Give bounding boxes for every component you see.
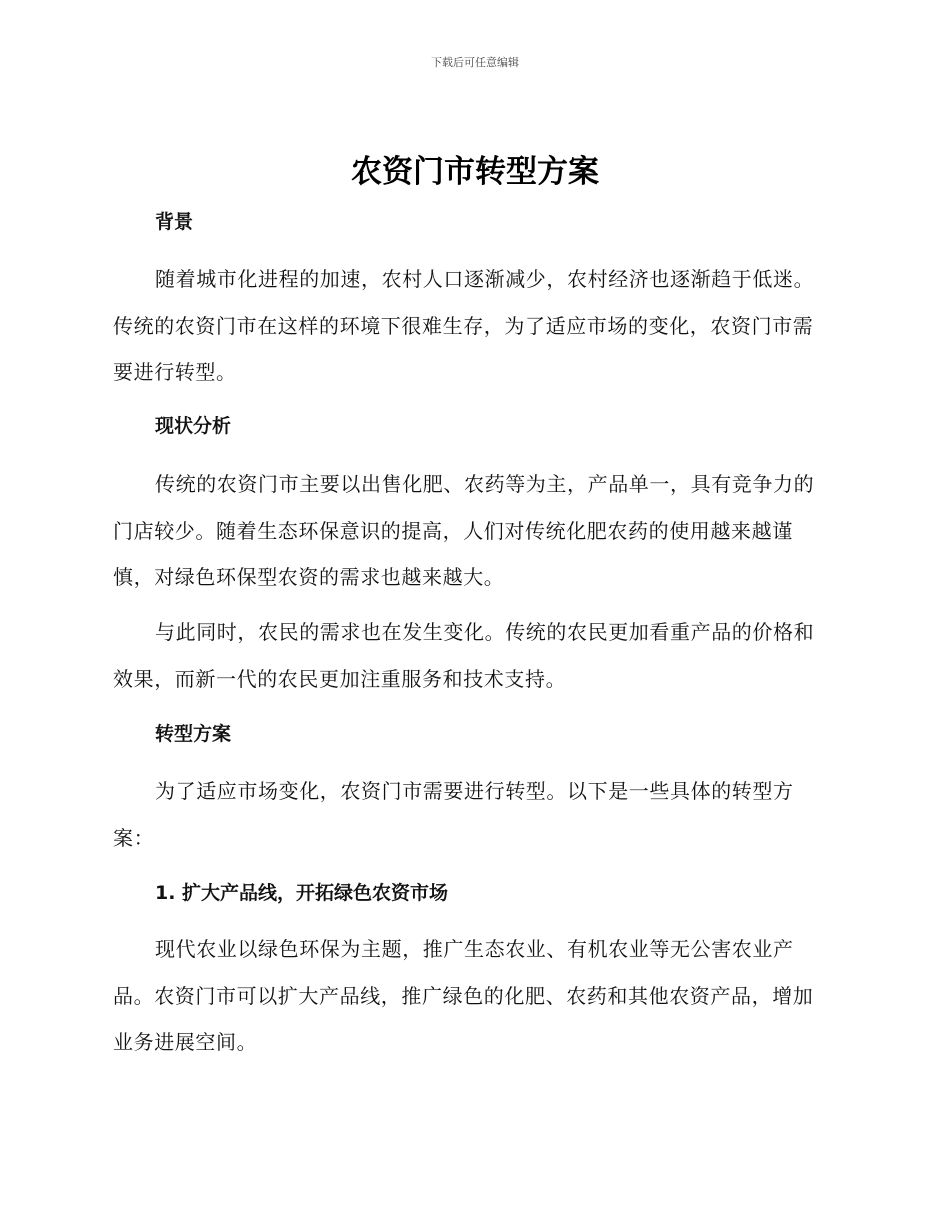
page-header-note: 下载后可任意编辑	[431, 56, 519, 69]
paragraph-status-2: 与此同时，农民的需求也在发生变化。传统的农民更加看重产品的价格和效果，而新一代的农民更加注重服务和技术支持。	[113, 620, 815, 691]
document-title: 农资门市转型方案	[351, 154, 599, 190]
paragraph-status-1: 传统的农资门市主要以出售化肥、农药等为主，产品单一，具有竞争力的门店较少。随着生态环保意识的提高，人们对传统化肥农药的使用越来越谨慎，对绿色环保型农资的需求也越来越大。	[113, 472, 815, 589]
paragraph-step-1: 现代农业以绿色环保为主题，推广生态农业、有机农业等无公害农业产品。农资门市可以扩大产品线，推广绿色的化肥、农药和其他农资产品，增加业务进展空间。	[113, 937, 814, 1054]
section-heading-step-1: 1. 扩大产品线，开拓绿色农资市场	[155, 882, 449, 904]
section-heading-plan: 转型方案	[155, 723, 232, 745]
paragraph-plan: 为了适应市场变化，农资门市需要进行转型。以下是一些具体的转型方案：	[113, 779, 794, 850]
section-heading-background: 背景	[155, 211, 194, 233]
section-heading-status: 现状分析	[155, 415, 232, 437]
paragraph-background: 随着城市化进程的加速，农村人口逐渐减少，农村经济也逐渐趋于低迷。传统的农资门市在这样的环境下很难生存，为了适应市场的变化，农资门市需要进行转型。	[113, 267, 815, 384]
